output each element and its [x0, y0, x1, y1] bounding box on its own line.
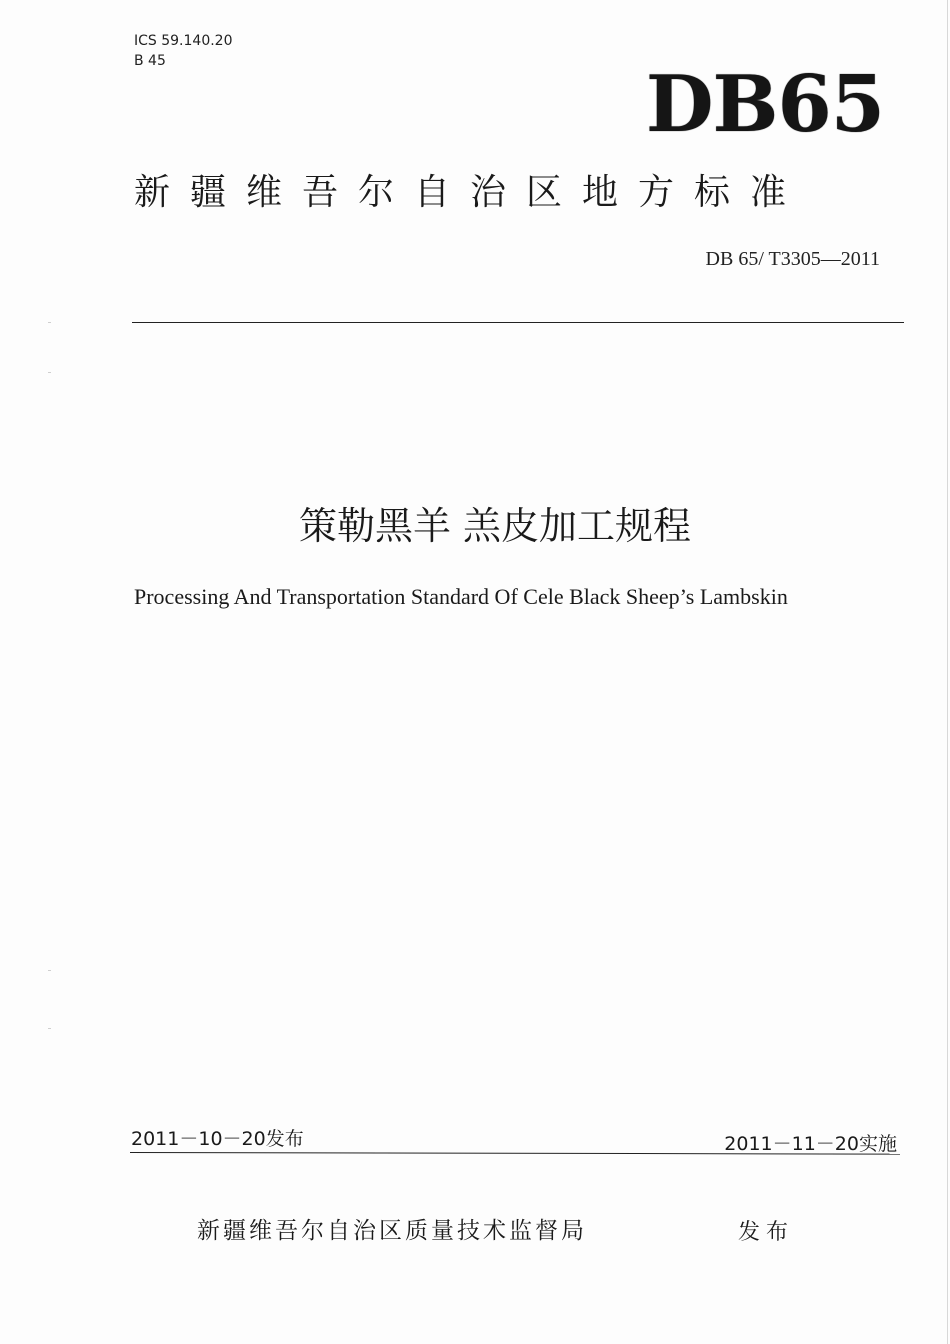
scan-speck — [48, 1028, 51, 1029]
implementation-date: 2011－11－20实施 — [724, 1133, 897, 1155]
issue-date: 2011－10－20发布 — [131, 1128, 304, 1150]
standard-number: DB 65/ T3305—2011 — [705, 248, 880, 270]
scan-speck — [48, 322, 51, 323]
header-divider — [132, 322, 904, 323]
standard-mark: DB65 — [645, 59, 884, 150]
scan-speck — [48, 970, 51, 971]
classification-codes — [134, 31, 233, 71]
document-title-chinese: 策勒黑羊 羔皮加工规程 — [298, 504, 692, 548]
standard-type: 新疆维吾尔自治区地方标准 — [134, 172, 807, 213]
publisher-name: 新疆维吾尔自治区质量技术监督局 — [197, 1218, 587, 1244]
footer-divider — [130, 1152, 900, 1155]
scan-edge — [947, 0, 948, 1344]
scan-speck — [48, 372, 51, 373]
document-title-english: Processing And Transportation Standard Of Cele Black Sheep’s Lambskin — [134, 584, 788, 609]
ics-code: ICS 59.140.20 — [134, 33, 233, 49]
publish-label: 发布 — [738, 1220, 795, 1245]
ccs-code: B 45 — [134, 53, 166, 69]
